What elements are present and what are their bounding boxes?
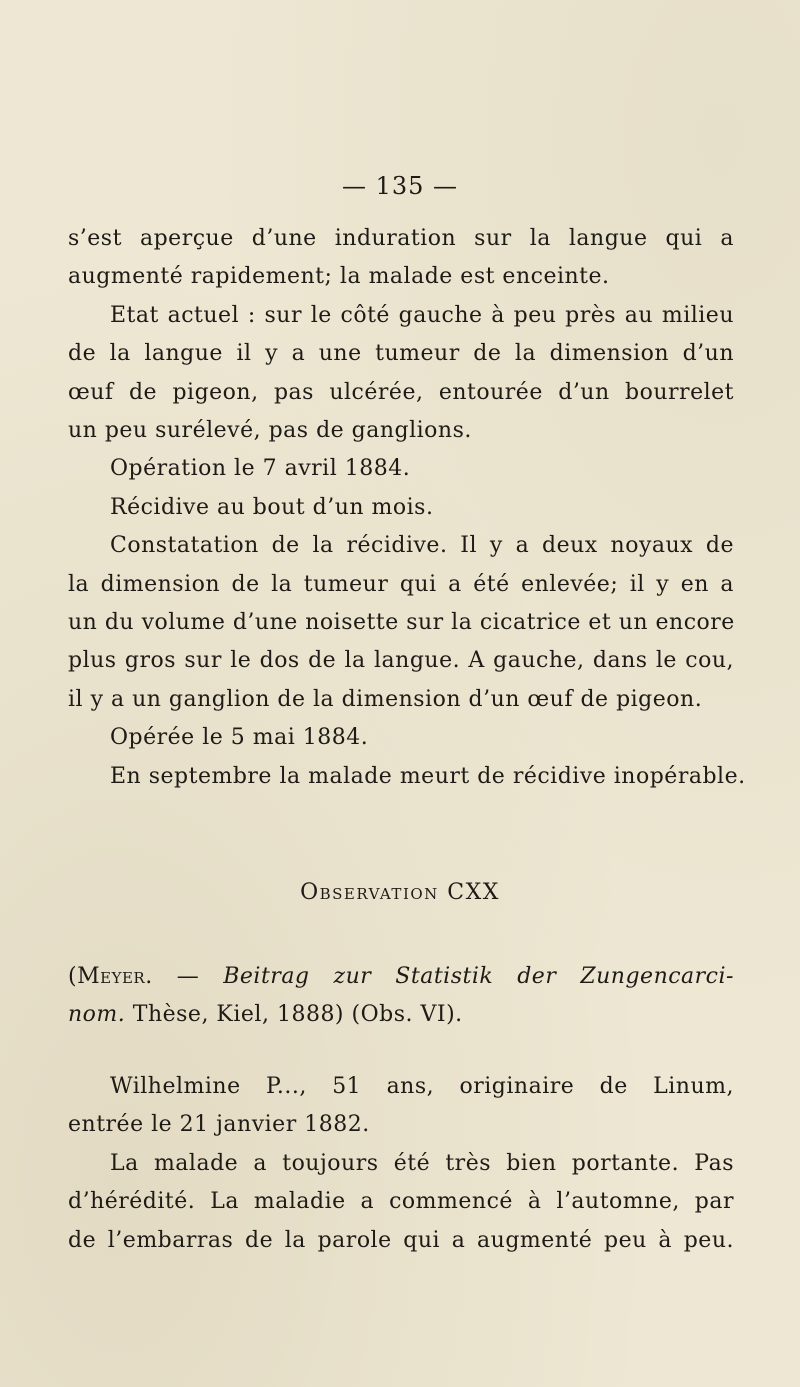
reference-line-2: [68, 996, 734, 1034]
text-line: Récidive au bout d’un mois.: [110, 494, 434, 520]
ref-rest: Thèse, Kiel, 1888) (Obs. VI).: [125, 1002, 463, 1028]
text-line: entrée le 21 janvier 1882.: [68, 1112, 370, 1138]
text-line: En septembre la malade meurt de récidive inopérable.: [110, 763, 746, 789]
ref-author: Meyer.: [77, 964, 153, 989]
page-number: — 135 —: [341, 172, 459, 200]
observation-heading: Observation CXX: [300, 880, 500, 905]
text-line: Constatation de la récidive. Il y a deux noyaux de: [110, 533, 734, 559]
text-line: Etat actuel : sur le côté gauche à peu près au milieu: [110, 302, 734, 328]
ref-title-line1: Beitrag zur Statistik der Zungencarci-: [223, 964, 734, 989]
ref-open-paren: (: [68, 964, 78, 989]
reference-line-1: [68, 958, 734, 996]
text-line: d’hérédité. La maladie a commencé à l’automne, par: [68, 1189, 734, 1215]
text-line: la dimension de la tumeur qui a été enlevée; il y en a: [68, 571, 734, 597]
text-line: un peu surélevé, pas de ganglions.: [68, 418, 472, 444]
text-line: de l’embarras de la parole qui a augmenté peu à peu.: [68, 1227, 734, 1253]
ref-dash: —: [152, 964, 224, 989]
text-line: Opérée le 5 mai 1884.: [110, 725, 369, 751]
text-line: de la langue il y a une tumeur de la dimension d’un: [68, 341, 734, 367]
case-description-paragraph: [68, 220, 746, 796]
bibliographic-reference: [68, 958, 734, 1035]
text-line: s’est aperçue d’une induration sur la langue qui a: [68, 226, 734, 251]
text-line: augmenté rapidement; la malade est enceinte.: [68, 264, 610, 290]
text-line: plus gros sur le dos de la langue. A gauche, dans le cou,: [68, 648, 734, 674]
text-line: un du volume d’une noisette sur la cicatrice et un encore: [68, 610, 735, 636]
ref-title-line2: nom.: [68, 1002, 126, 1028]
patient-paragraph: [68, 1068, 734, 1260]
text-line: Opération le 7 avril 1884.: [110, 456, 411, 482]
text-line: il y a un ganglion de la dimension d’un œuf de pigeon.: [68, 686, 703, 712]
text-line: Wilhelmine P..., 51 ans, originaire de Linum,: [110, 1074, 734, 1099]
text-line: œuf de pigeon, pas ulcérée, entourée d’un bourrelet: [68, 379, 734, 405]
text-line: La malade a toujours été très bien portante. Pas: [110, 1150, 734, 1176]
